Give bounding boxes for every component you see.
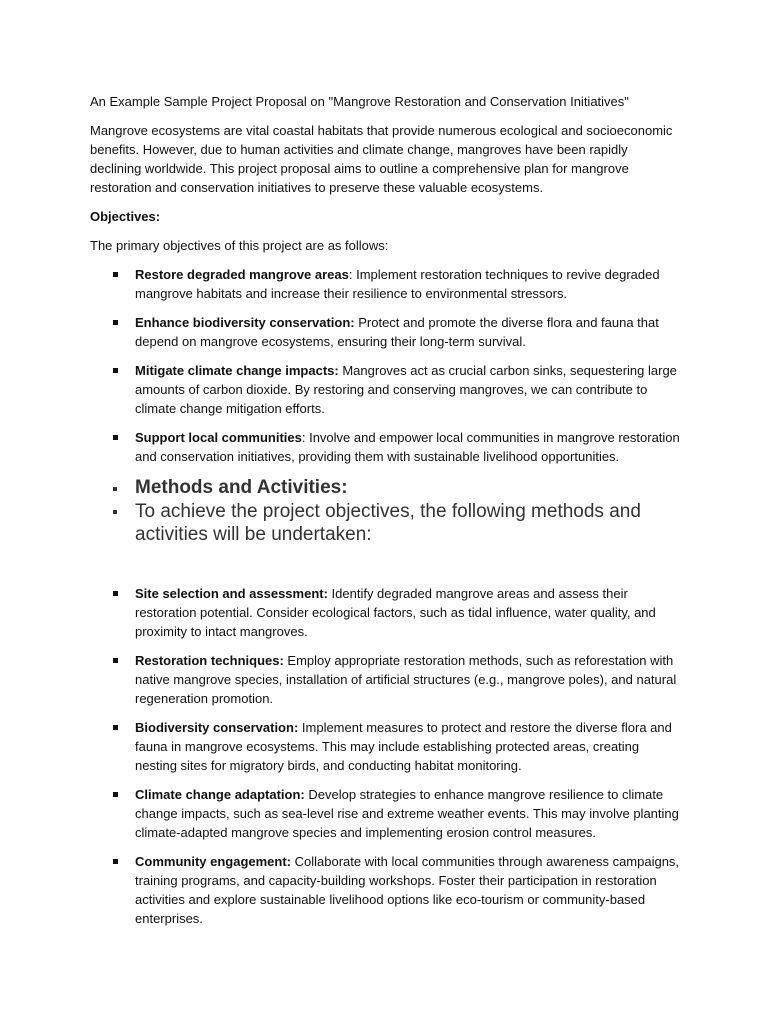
bullet-icon bbox=[113, 792, 118, 797]
list-item bbox=[90, 313, 680, 351]
bullet-icon bbox=[113, 320, 118, 325]
list-item-text: : Implement restoration techniques to revive degraded mangrove habitats and increase their resilience to environmental stressors. bbox=[135, 267, 660, 301]
list-item bbox=[90, 651, 680, 708]
methods-heading-text: Methods and Activities: bbox=[135, 477, 348, 498]
list-item-text: Implement measures to protect and restore the diverse flora and fauna in mangrove ecosystems. This may include establishing protected areas, creating nesting sites for migratory birds, and conducting habitat monitoring. bbox=[135, 720, 672, 773]
list-item-text: : Involve and empower local communities in mangrove restoration and conservation initiatives, providing them with sustainable livelihood opportunities. bbox=[135, 430, 680, 464]
list-item-term: Community engagement: bbox=[135, 854, 292, 869]
list-item bbox=[90, 361, 680, 418]
methods-lead bbox=[90, 500, 680, 546]
methods-header-list bbox=[90, 476, 680, 546]
list-item-term: Restoration techniques: bbox=[135, 653, 284, 668]
list-item-text: Collaborate with local communities through awareness campaigns, training programs, and capacity-building workshops. Foster their participation in restoration activities and explore sustainable livelihood options like eco-tourism or community-based enterprises. bbox=[135, 854, 680, 926]
list-item-term: Support local communities bbox=[135, 430, 302, 445]
list-item bbox=[90, 852, 680, 928]
list-item-text: Mangroves act as crucial carbon sinks, sequestering large amounts of carbon dioxide. By restoring and conserving mangroves, we can contribute to climate change mitigation efforts. bbox=[135, 363, 677, 416]
bullet-icon bbox=[113, 368, 118, 373]
bullet-icon bbox=[113, 272, 118, 277]
list-item bbox=[90, 428, 680, 466]
methods-list bbox=[90, 584, 680, 928]
bullet-icon bbox=[113, 435, 118, 440]
objectives-list bbox=[90, 265, 680, 466]
list-item bbox=[90, 265, 680, 303]
list-item bbox=[90, 785, 680, 842]
list-item-text: Protect and promote the diverse flora and fauna that depend on mangrove ecosystems, ensuring their long-term survival. bbox=[135, 315, 659, 349]
bullet-icon bbox=[113, 591, 118, 596]
list-item-term: Restore degraded mangrove areas bbox=[135, 267, 349, 282]
list-item-term: Mitigate climate change impacts: bbox=[135, 363, 339, 378]
list-item-text: Develop strategies to enhance mangrove resilience to climate change impacts, such as sea-level rise and extreme weather events. This may involve planting climate-adapted mangrove species and implementing erosion control measures. bbox=[135, 787, 679, 840]
document-body bbox=[90, 92, 680, 938]
bullet-icon bbox=[113, 859, 118, 864]
document-title: An Example Sample Project Proposal on "Mangrove Restoration and Conservation Initiatives" bbox=[90, 94, 629, 109]
objectives-lead: The primary objectives of this project are as follows: bbox=[90, 238, 389, 253]
list-item-term: Site selection and assessment: bbox=[135, 586, 328, 601]
list-item-term: Enhance biodiversity conservation: bbox=[135, 315, 355, 330]
list-item-text: Identify degraded mangrove areas and assess their restoration potential. Consider ecological factors, such as tidal influence, water quality, and proximity to intact mangroves. bbox=[135, 586, 656, 639]
bullet-icon bbox=[113, 725, 118, 730]
list-item-text: Employ appropriate restoration methods, such as reforestation with native mangrove species, installation of artificial structures (e.g., mangrove poles), and natural regeneration promotion. bbox=[135, 653, 677, 706]
list-item-term: Climate change adaptation: bbox=[135, 787, 305, 802]
intro-paragraph: Mangrove ecosystems are vital coastal habitats that provide numerous ecological and socioeconomic benefits. However, due to human activities and climate change, mangroves have been rapidly declining worldwide. This project proposal aims to outline a comprehensive plan for mangrove restoration and conservation initiatives to preserve these valuable ecosystems. bbox=[90, 123, 673, 195]
list-item bbox=[90, 718, 680, 775]
bullet-icon bbox=[113, 510, 117, 514]
list-item-term: Biodiversity conservation: bbox=[135, 720, 299, 735]
objectives-heading: Objectives: bbox=[90, 209, 161, 224]
bullet-icon bbox=[113, 487, 117, 491]
methods-lead-text: To achieve the project objectives, the following methods and activities will be undertaken: bbox=[135, 501, 641, 545]
bullet-icon bbox=[113, 658, 118, 663]
list-item bbox=[90, 584, 680, 641]
methods-heading bbox=[90, 476, 680, 500]
